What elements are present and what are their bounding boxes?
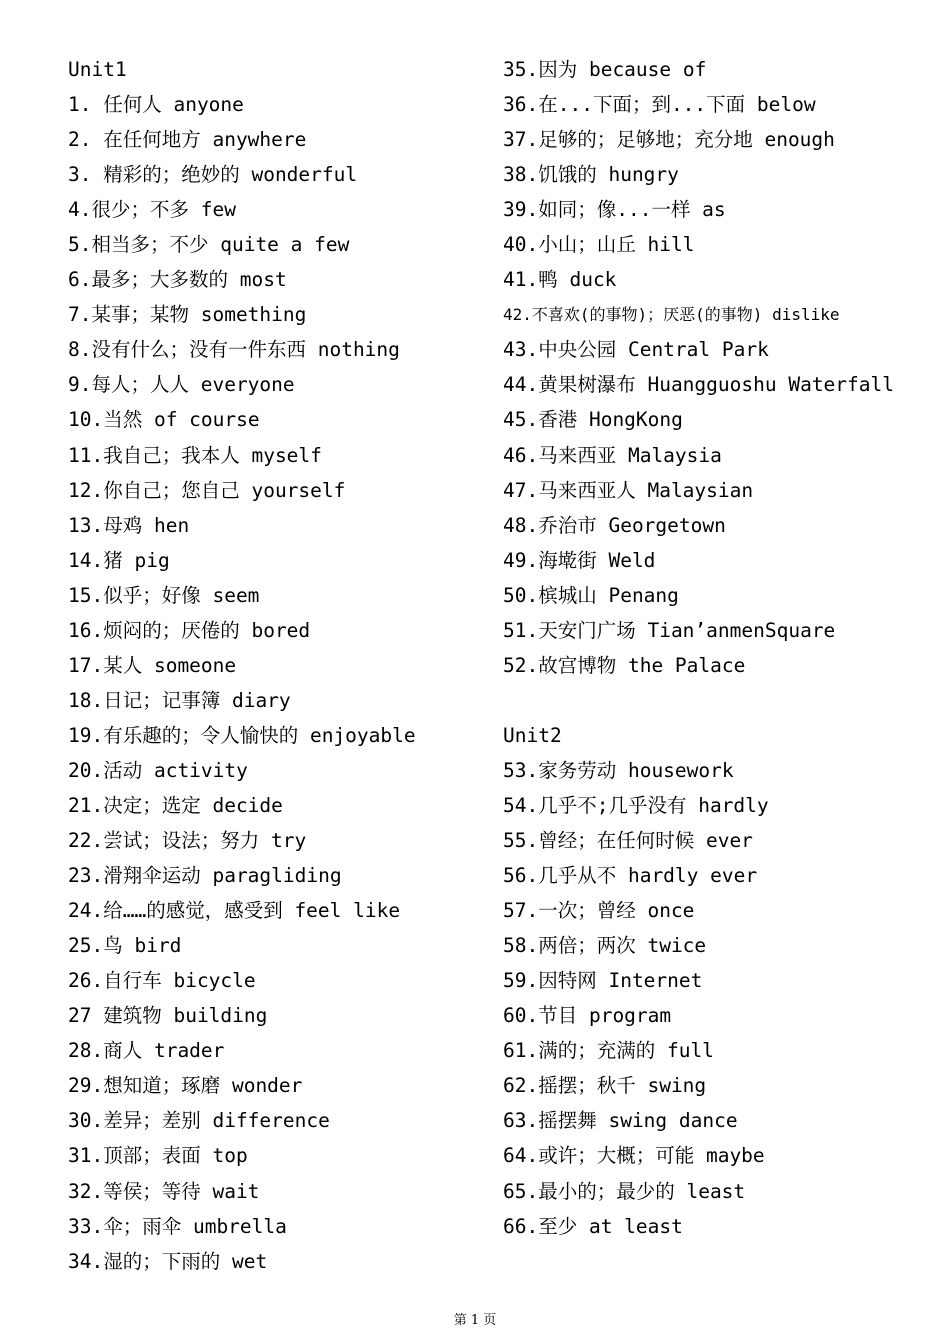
vocab-item: 20.活动 activity: [68, 758, 248, 782]
vocab-item: 63.摇摆舞 swing dance: [503, 1109, 738, 1133]
vocab-item: 29.想知道；琢磨 wonder: [68, 1074, 303, 1098]
left-vocab-list: [68, 87, 468, 1279]
vocab-item: 52.故宫博物 the Palace: [503, 653, 746, 677]
vocab-item: 10.当然 of course: [68, 408, 260, 432]
vocab-item: 57.一次；曾经 once: [503, 899, 695, 923]
vocab-item: 1. 任何人 anyone: [68, 93, 244, 117]
unit1-heading: Unit1: [68, 58, 127, 81]
vocab-item: 45.香港 HongKong: [503, 408, 683, 432]
vocab-item: 38.饥饿的 hungry: [503, 163, 679, 187]
vocab-item: 6.最多；大多数的 most: [68, 268, 287, 292]
left-column: [68, 52, 468, 1279]
vocab-item: 32.等侯；等待 wait: [68, 1179, 260, 1203]
vocab-item: 19.有乐趣的；令人愉快的 enjoyable: [68, 723, 416, 747]
vocab-item: 59.因特网 Internet: [503, 969, 703, 993]
right-vocab-list-a: [503, 52, 923, 683]
vocab-item: 64.或许；大概；可能 maybe: [503, 1144, 765, 1168]
vocab-item: 41.鸭 duck: [503, 268, 617, 292]
vocab-item: 43.中央公园 Central Park: [503, 338, 769, 362]
vocab-item: 14.猪 pig: [68, 548, 170, 572]
vocab-item: 66.至少 at least: [503, 1214, 683, 1238]
vocab-item: 23.滑翔伞运动 paragliding: [68, 864, 342, 888]
vocab-item: 53.家务劳动 housework: [503, 758, 734, 782]
vocab-item: 11.我自己；我本人 myself: [68, 443, 322, 467]
vocab-item: 51.天安门广场 Tian’anmenSquare: [503, 618, 836, 642]
vocab-item: 12.你自己；您自己 yourself: [68, 478, 346, 502]
vocab-item: 61.满的；充满的 full: [503, 1039, 714, 1063]
vocab-item: 47.马来西亚人 Malaysian: [503, 478, 754, 502]
vocab-item: 15.似乎；好像 seem: [68, 583, 260, 607]
vocab-item: 21.决定；选定 decide: [68, 793, 283, 817]
vocab-item: 65.最小的；最少的 least: [503, 1179, 746, 1203]
vocab-item: 33.伞；雨伞 umbrella: [68, 1214, 287, 1238]
vocab-item: 39.如同；像...一样 as: [503, 198, 726, 222]
vocab-item: 48.乔治市 Georgetown: [503, 513, 726, 537]
vocab-item: 5.相当多；不少 quite a few: [68, 233, 350, 257]
vocab-item: 58.两倍；两次 twice: [503, 934, 707, 958]
vocab-item: 17.某人 someone: [68, 653, 237, 677]
vocab-item: 35.因为 because of: [503, 58, 707, 81]
vocab-item: 46.马来西亚 Malaysia: [503, 443, 722, 467]
vocab-item: 36.在...下面；到...下面 below: [503, 93, 816, 117]
vocab-item: 54.几乎不;几乎没有 hardly: [503, 793, 769, 817]
vocab-item: 3. 精彩的；绝妙的 wonderful: [68, 163, 358, 187]
vocab-item: 42.不喜欢(的事物)；厌恶(的事物) dislike: [503, 305, 840, 325]
vocab-item: 60.节目 program: [503, 1004, 672, 1028]
vocab-item: 62.摇摆；秋千 swing: [503, 1074, 707, 1098]
vocab-item: 22.尝试；设法；努力 try: [68, 829, 307, 853]
vocab-item: 50.槟城山 Penang: [503, 583, 679, 607]
vocab-item: 55.曾经；在任何时候 ever: [503, 829, 753, 853]
vocab-item: 18.日记；记事簿 diary: [68, 688, 291, 712]
vocab-item: 24.给……的感觉，感受到 feel like: [68, 899, 401, 923]
vocab-item: 4.很少；不多 few: [68, 198, 236, 222]
unit2-heading: Unit2: [503, 723, 562, 747]
vocab-item: 16.烦闷的；厌倦的 bored: [68, 618, 311, 642]
vocab-item: 27 建筑物 building: [68, 1004, 268, 1028]
vocab-item: 40.小山；山丘 hill: [503, 233, 695, 257]
vocab-item: 34.湿的；下雨的 wet: [68, 1249, 268, 1273]
page-number: 第 1 页: [453, 1313, 497, 1328]
vocab-item: 25.鸟 bird: [68, 934, 182, 958]
vocab-item: 13.母鸡 hen: [68, 513, 190, 537]
vocab-item: 26.自行车 bicycle: [68, 969, 256, 993]
vocab-item: 31.顶部；表面 top: [68, 1144, 248, 1168]
blank-spacer: [503, 683, 923, 718]
vocab-item: 28.商人 trader: [68, 1039, 225, 1063]
vocab-item: 44.黄果树瀑布 Huangguoshu Waterfall: [503, 373, 894, 397]
vocab-item: 37.足够的；足够地；充分地 enough: [503, 128, 835, 152]
vocab-item: 7.某事；某物 something: [68, 303, 307, 327]
vocab-item: 56.几乎从不 hardly ever: [503, 864, 758, 888]
right-vocab-list-b: [503, 753, 923, 1244]
right-column: [503, 52, 923, 1244]
vocab-item: 9.每人；人人 everyone: [68, 373, 295, 397]
vocab-item: 49.海墘街 Weld: [503, 548, 656, 572]
vocab-item: 8.没有什么；没有一件东西 nothing: [68, 338, 400, 362]
vocab-item: 2. 在任何地方 anywhere: [68, 128, 307, 152]
vocab-item: 30.差异；差别 difference: [68, 1109, 330, 1133]
